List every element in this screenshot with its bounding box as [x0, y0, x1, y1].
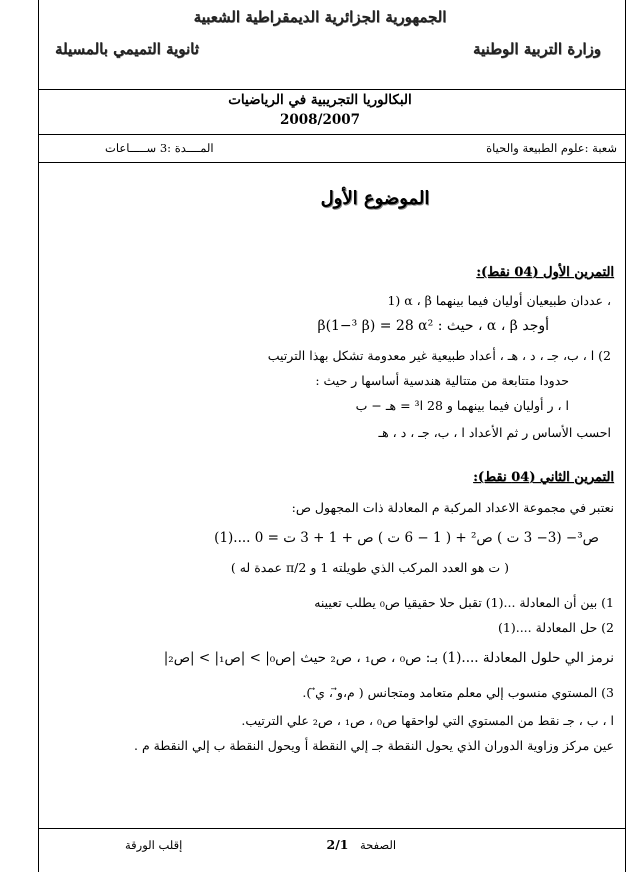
header-divider: [38, 89, 626, 90]
footer-divider: [38, 828, 626, 829]
exercise1-q2-line1: 2) ا ، ب، جـ ، د ، هـ ، أعداد طبيعية غير معدومة تشكل بهذا الترتيب: [267, 348, 611, 363]
exercise2-intro: نعتبر في مجموعة الاعداد المركبة م المعادلة ذات المجهول ص:: [291, 500, 614, 515]
exercise2-heading: التمرين الثاني (04 نقط):: [473, 470, 614, 485]
exercise2-t-definition: ( ت هو العدد المركب الذي طويلته 1 و π/2 عمدة له ): [230, 560, 509, 575]
footer-page-number: 2/1: [326, 837, 349, 852]
exercise1-q2-line3: ا ، ر أوليان فيما بينهما و 28 ا³ = هـ − ب: [355, 398, 569, 413]
exercise2-q2: 2) حل المعادلة ....(1): [498, 620, 614, 635]
exercise1-q2-line2: حدودا متتابعة من متتالية هندسية أساسها ر حيث :: [315, 373, 569, 388]
exercise2-q3: 3) المستوي منسوب إلي معلم متعامد ومتجانس ( م،و⃗ ، ي⃗ ).: [302, 685, 614, 700]
exam-year: 2008/2007: [279, 112, 361, 128]
exercise2-points: ا ، ب ، جـ نقط من المستوي التي لواحقها ص₀ ، ص₁ ، ص₂ علي الترتيب.: [241, 713, 614, 728]
duration-label: المــــدة :3 ســـــاعات: [105, 141, 214, 155]
footer-page-label: الصفحة: [360, 838, 397, 852]
info-divider: [38, 162, 626, 163]
exam-divider: [38, 134, 626, 135]
exercise2-notation: نرمز الي حلول المعادلة ....(1) بـ: ص₀ ، ص₁ ، ص₂ حيث |ص₀| > |ص₁| > |ص₂|: [163, 650, 614, 666]
subject-title: الموضوع الأول: [320, 188, 430, 209]
exercise2-q1: 1) بين أن المعادلة ...(1) تقبل حلا حقيقيا ص₀ يطلب تعيينه: [314, 595, 614, 610]
exercise1-q1-line1: 1) α ، β عددان طبيعيان أوليان فيما بينهما ،: [387, 293, 611, 308]
exam-title: البكالوريا التجريبية في الرياضيات: [228, 92, 412, 108]
exercise1-q2-line4: احسب الأساس ر ثم الأعداد ا ، ب، جـ ، د ، هـ: [378, 425, 611, 440]
footer-turn-over: إقلب الورقة: [125, 838, 183, 852]
exercise2-equation: ص³− (3− 3 ت ) ص² + ( 1 − 6 ت ) ص + 1 + 3 ت = 0 ....(1): [214, 530, 599, 546]
stream-label: شعبة :علوم الطبيعة والحياة: [486, 141, 617, 155]
republic-title: الجمهورية الجزائرية الديمقراطية الشعبية: [193, 8, 447, 26]
exercise2-rotation: عين مركز وزاوية الدوران الذي يحول النقطة جـ إلي النقطة أ ويحول النقطة ب إلي النقطة م .: [134, 738, 614, 753]
exercise1-heading: التمرين الأول (04 نقط):: [476, 265, 614, 280]
ministry-title: وزارة التربية الوطنية: [472, 40, 601, 58]
exercise1-q1-line2: أوجد α ، β ، حيث : β(1−³ β) = 28 α²: [317, 318, 549, 334]
school-name: ثانوية التميمي بالمسيلة: [55, 40, 199, 58]
